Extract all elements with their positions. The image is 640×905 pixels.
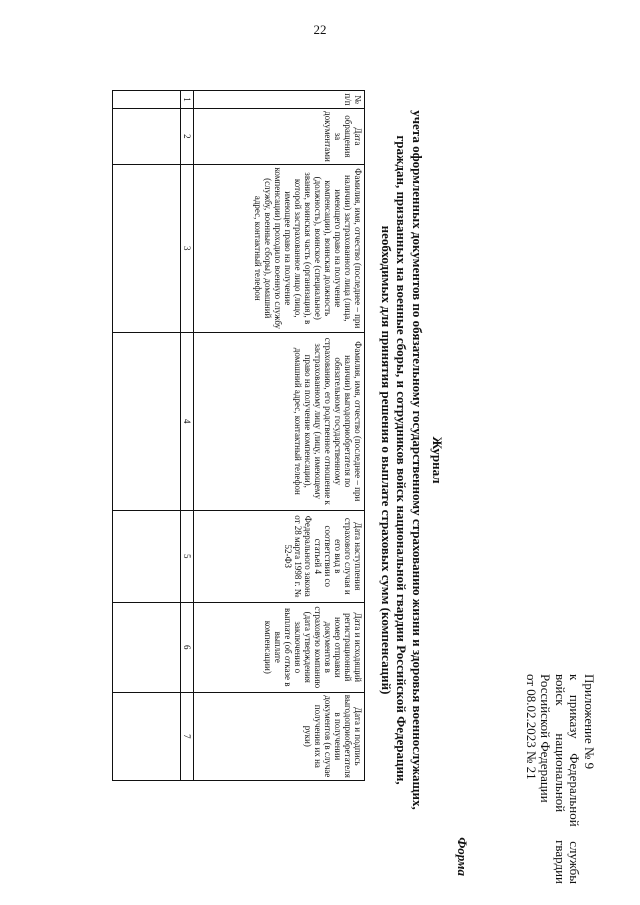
journal-table: [112, 90, 365, 781]
header-cell-request-date: Дата обращения за документами: [194, 109, 365, 165]
table-cell: [113, 109, 181, 165]
form-label: Форма: [455, 837, 470, 876]
column-number: 6: [181, 602, 194, 692]
column-number: 2: [181, 109, 194, 165]
journal-subtitle: [379, 80, 426, 840]
header-cell-insured-event: Дата наступления страхового случая и его вид в соответствии со статьей 4 Федерального закона от 28 марта 1998 г. № 52-ФЗ: [194, 510, 365, 602]
table-cell: [113, 692, 181, 780]
appendix-word: службы: [567, 841, 583, 884]
rotated-form-content: [10, 10, 610, 890]
table-cell: [113, 602, 181, 692]
appendix-word: гвардии: [553, 840, 568, 884]
appendix-line-2: [567, 674, 582, 884]
column-number: 4: [181, 332, 194, 510]
appendix-word: войск: [553, 674, 568, 706]
column-number: 3: [181, 164, 194, 332]
column-number: 1: [181, 91, 194, 109]
appendix-line-4: Российской Федерации: [538, 674, 554, 803]
table-cell: [113, 91, 181, 109]
header-cell-number: № п/п: [194, 91, 365, 109]
header-cell-dispatch: Дата и исходящий регистрационный номер отправки документов в страховую компанию (дата утверждения заключения о выплате (об отказе в выплате компенсации): [194, 602, 365, 692]
header-cell-beneficiary: Фамилия, имя, отчество (последнее – при наличии) выгодоприобретателя по обязательному государственному страхованию, его родственное отношение к застрахованному лицу (лицу, имеющему право на получение компенсации), домашний адрес, контактный телефон: [194, 332, 365, 510]
journal-subtitle-line: учета оформленных документов по обязательному государственному страхованию жизни и здоровья военнослужащих,: [410, 110, 425, 810]
appendix-line-1: Приложение № 9: [582, 674, 597, 770]
column-number: 7: [181, 692, 194, 780]
appendix-line-3: [553, 674, 568, 884]
page-number: 22: [313, 22, 327, 37]
header-cell-signature: Дата и подпись выгодоприобретателя в получении документов (в случае получения их на руки): [194, 692, 365, 780]
header-cell-insured-person: Фамилия, имя, отчество (последнее – при наличии) застрахованного лица (лица, имеющего право на получение компенсации), воинская должность (должность), воинское (специальное) звание, воинская часть (организация), в которой застрахованное лицо (лицо, имеющее право на получение компенсации) проходило военную службу (службу, военные сборы), домашний адрес, контактный телефон: [194, 164, 365, 332]
appendix-block: [524, 674, 597, 884]
appendix-word: к: [567, 674, 583, 681]
table-cell: [113, 510, 181, 602]
table-cell: [113, 164, 181, 332]
appendix-word: приказу: [567, 694, 583, 739]
table-header-row: [194, 91, 365, 781]
table-row: [113, 91, 181, 781]
column-number-row: [181, 91, 194, 781]
appendix-word: национальной: [553, 733, 568, 813]
table-cell: [113, 332, 181, 510]
journal-title: Журнал: [430, 436, 445, 484]
journal-subtitle-line: необходимых для принятия решения о выплате страховых сумм (компенсаций): [379, 225, 394, 695]
journal-subtitle-line: граждан, призванных на военные сборы, и сотрудников войск национальной гвардии Российской Федерации,: [394, 135, 410, 785]
appendix-word: Федеральной: [567, 753, 583, 827]
appendix-line-5: от 08.02.2023 № 21: [524, 674, 539, 780]
column-number: 5: [181, 510, 194, 602]
